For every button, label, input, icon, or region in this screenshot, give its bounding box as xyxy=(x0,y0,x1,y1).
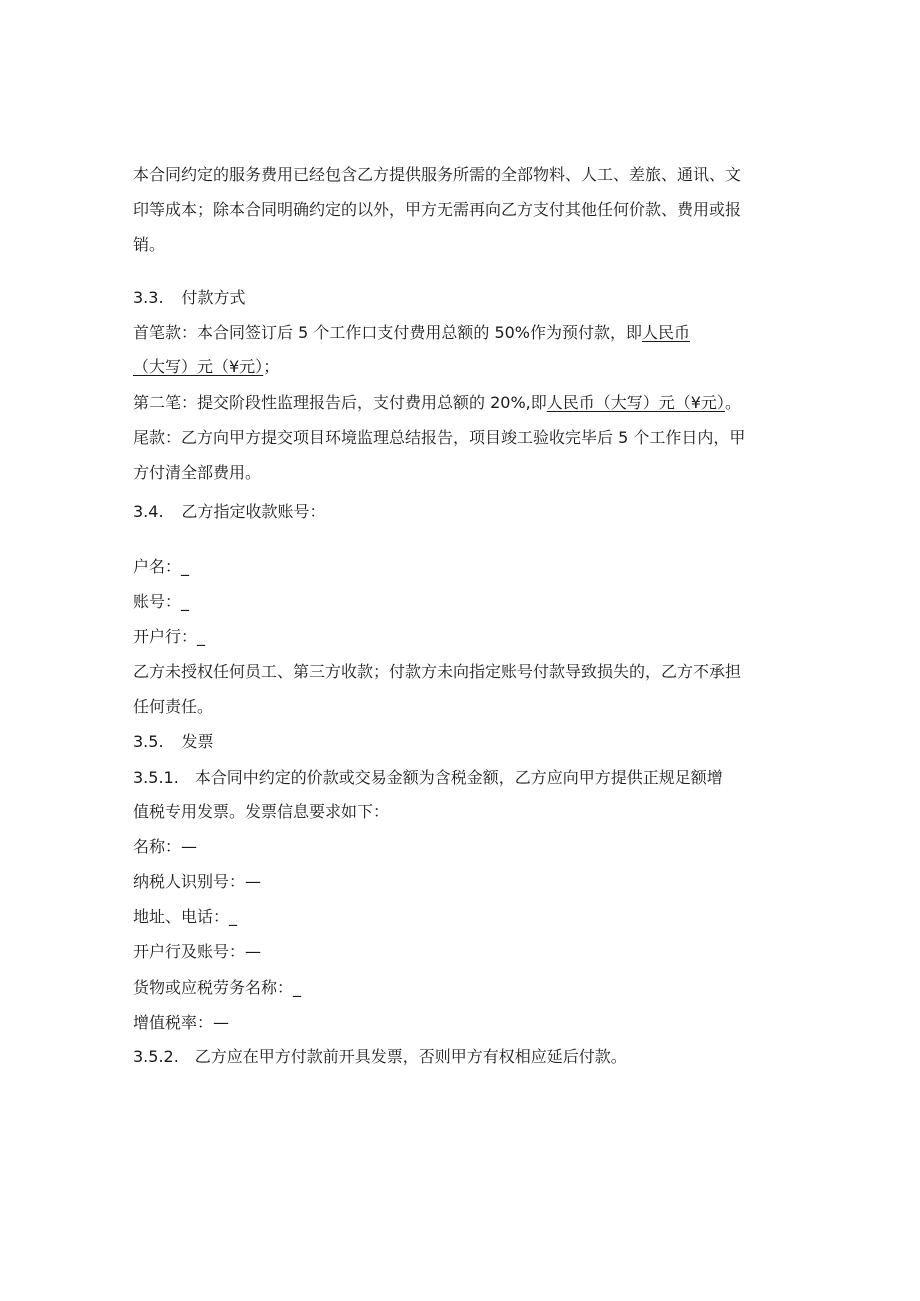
account-number-field: 账号：_ xyxy=(133,592,190,611)
invoice-tax-id-field: 纳税人识别号：— xyxy=(133,872,262,891)
section-number: 3.4. xyxy=(133,502,164,521)
section-3-4-heading xyxy=(133,502,326,522)
service-fee-paragraph-line-2: 印等成本；除本合同明确约定的以外，甲方无需再向乙方支付其他任何价款、费用或报 xyxy=(133,200,742,219)
clause-3-5-1-line-2: 值税专用发票。发票信息要求如下： xyxy=(133,802,390,821)
section-number: 3.3. xyxy=(133,288,164,307)
invoice-goods-service-field: 货物或应税劳务名称：_ xyxy=(133,978,302,997)
service-fee-paragraph-line-1: 本合同约定的服务费用已经包含乙方提供服务所需的全部物料、人工、差旅、通讯、文 xyxy=(133,165,742,184)
second-payment-end: 。 xyxy=(724,393,741,412)
section-title: 付款方式 xyxy=(181,288,246,307)
first-payment-amount-blank: （大写）元（¥元） xyxy=(133,357,264,376)
final-payment-line-2: 方付清全部费用。 xyxy=(133,463,262,482)
clause-text: 乙方应在甲方付款前开具发票，否则甲方有权相应延后付款。 xyxy=(194,1047,627,1066)
account-name-field: 户名：_ xyxy=(133,557,190,576)
section-title: 发票 xyxy=(181,732,214,751)
invoice-address-phone-field: 地址、电话：_ xyxy=(133,907,238,926)
first-payment-end: ； xyxy=(263,357,280,376)
clause-number: 3.5.2. xyxy=(133,1047,179,1066)
second-payment-text: 第二笔：提交阶段性监理报告后，支付费用总额的 20%,即 xyxy=(133,393,547,412)
account-note-line-1: 乙方未授权任何员工、第三方收款；付款方未向指定账号付款导致损失的，乙方不承担 xyxy=(133,662,742,681)
section-number: 3.5. xyxy=(133,732,164,751)
invoice-bank-account-field: 开户行及账号：— xyxy=(133,942,262,961)
clause-number: 3.5.1. xyxy=(133,768,179,787)
section-title: 乙方指定收款账号： xyxy=(181,502,326,521)
clause-3-5-2 xyxy=(133,1047,627,1067)
section-3-3-heading xyxy=(133,288,246,308)
invoice-name-field: 名称：— xyxy=(133,837,198,856)
invoice-vat-rate-field: 增值税率：— xyxy=(133,1013,230,1032)
second-payment-amount-blank: 人民币（大写）元（¥元） xyxy=(546,393,725,412)
first-payment-text: 首笔款：本合同签订后 5 个工作口支付费用总额的 50%作为预付款，即 xyxy=(133,323,643,342)
bank-field: 开户行：_ xyxy=(133,627,206,646)
first-payment-amount-label: 人民币 xyxy=(642,323,691,342)
second-payment-line xyxy=(133,393,741,413)
account-note-line-2: 任何责任。 xyxy=(133,697,214,716)
first-payment-line xyxy=(133,323,690,343)
service-fee-paragraph-line-3: 销。 xyxy=(133,235,166,254)
clause-3-5-1-line-1 xyxy=(133,768,723,788)
first-payment-line-2 xyxy=(133,357,279,377)
section-3-5-heading xyxy=(133,732,214,752)
final-payment-line-1: 尾款：乙方向甲方提交项目环境监理总结报告，项目竣工验收完毕后 5 个工作日内，甲 xyxy=(133,428,746,447)
clause-text: 本合同中约定的价款或交易金额为含税金额，乙方应向甲方提供正规足额增 xyxy=(194,768,723,787)
